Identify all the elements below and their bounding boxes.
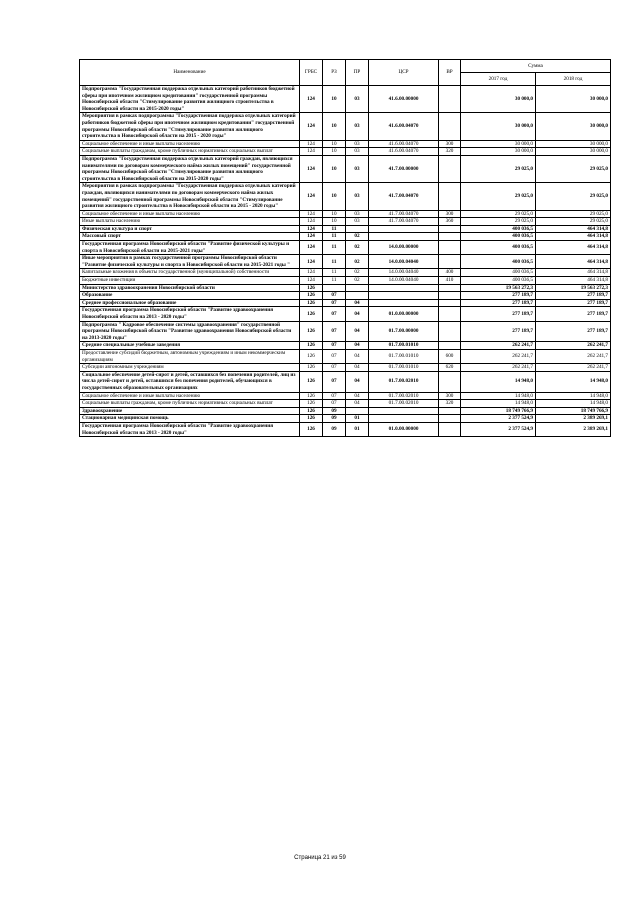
cell-pr: 04 xyxy=(346,299,369,307)
cell-s2018: 29 025,0 xyxy=(536,210,611,218)
cell-name: Иные мероприятия в рамках государственной программы Новосибирской области "Развитие физической культуры и спорта в Новосибирской области на 2015-2021 годы " xyxy=(80,255,300,269)
cell-grbs: 126 xyxy=(300,284,323,292)
cell-pr: 03 xyxy=(346,218,369,226)
col-header-csr: ЦСР xyxy=(369,60,439,86)
cell-pr: 02 xyxy=(346,277,369,285)
cell-csr: 01.0.00.00000 xyxy=(369,422,439,436)
cell-s2018: 18 749 766,9 xyxy=(536,407,611,415)
cell-rz: 09 xyxy=(323,407,346,415)
cell-name: Социальное обеспечение и иные выплаты населению xyxy=(80,140,300,148)
cell-grbs: 126 xyxy=(300,400,323,408)
table-row xyxy=(80,321,611,342)
cell-s2018: 262 241,7 xyxy=(536,364,611,372)
cell-pr: 02 xyxy=(346,255,369,269)
cell-pr: 02 xyxy=(346,241,369,255)
table-row xyxy=(80,241,611,255)
cell-s2017: 30 000,0 xyxy=(461,140,536,148)
cell-vr xyxy=(439,86,461,113)
cell-s2017: 277 189,7 xyxy=(461,292,536,300)
cell-pr: 04 xyxy=(346,400,369,408)
cell-rz: 07 xyxy=(323,364,346,372)
cell-rz: 10 xyxy=(323,140,346,148)
cell-s2017: 400 036,5 xyxy=(461,241,536,255)
cell-pr: 04 xyxy=(346,349,369,363)
table-row xyxy=(80,148,611,156)
cell-s2018: 464 314,8 xyxy=(536,241,611,255)
table-row xyxy=(80,140,611,148)
table-row xyxy=(80,415,611,423)
cell-s2017: 30 000,0 xyxy=(461,86,536,113)
cell-rz: 10 xyxy=(323,155,346,182)
cell-rz: 07 xyxy=(323,342,346,350)
cell-grbs: 124 xyxy=(300,183,323,210)
cell-s2017: 277 189,7 xyxy=(461,321,536,342)
cell-name: Государственная программа Новосибирской области "Развитие здравоохранения Новосибирской области на 2013 - 2020 годы" xyxy=(80,422,300,436)
col-header-2017: 2017 год xyxy=(461,73,536,86)
cell-s2018: 262 241,7 xyxy=(536,342,611,350)
table-row xyxy=(80,86,611,113)
cell-vr xyxy=(439,307,461,321)
page-number: Страница 21 из 59 xyxy=(294,855,346,861)
cell-vr xyxy=(439,284,461,292)
cell-s2017: 29 025,0 xyxy=(461,218,536,226)
cell-s2017: 14 948,0 xyxy=(461,371,536,392)
cell-s2017: 277 189,7 xyxy=(461,299,536,307)
cell-pr: 02 xyxy=(346,269,369,277)
cell-pr xyxy=(346,407,369,415)
cell-s2018: 30 000,0 xyxy=(536,86,611,113)
cell-vr xyxy=(439,183,461,210)
cell-rz: 10 xyxy=(323,113,346,140)
cell-rz: 07 xyxy=(323,292,346,300)
cell-csr: 01.7.00.02010 xyxy=(369,371,439,392)
cell-grbs: 126 xyxy=(300,349,323,363)
cell-name: Физическая культура и спорт xyxy=(80,225,300,233)
cell-csr: 14.0.00.00000 xyxy=(369,241,439,255)
cell-s2018: 14 948,0 xyxy=(536,400,611,408)
cell-grbs: 124 xyxy=(300,255,323,269)
cell-grbs: 126 xyxy=(300,299,323,307)
cell-vr: 620 xyxy=(439,364,461,372)
cell-grbs: 126 xyxy=(300,321,323,342)
cell-csr: 14.0.00.04040 xyxy=(369,255,439,269)
table-row xyxy=(80,284,611,292)
cell-name: Подпрограмма "Государственная поддержка отдельных категорий работников бюджетной сферы при ипотечном жилищном кредитовании" государственной программы Новосибирской области "Стимулирование развития жилищного строительства в Новосибирской области на 2015-2020 годы" xyxy=(80,86,300,113)
cell-csr: 41.6.00.00000 xyxy=(369,86,439,113)
cell-vr xyxy=(439,225,461,233)
cell-s2017: 19 563 272,3 xyxy=(461,284,536,292)
cell-rz: 10 xyxy=(323,218,346,226)
cell-pr: 03 xyxy=(346,210,369,218)
cell-pr: 03 xyxy=(346,140,369,148)
cell-s2018: 464 314,8 xyxy=(536,233,611,241)
table-row xyxy=(80,400,611,408)
cell-rz: 09 xyxy=(323,415,346,423)
cell-grbs: 124 xyxy=(300,86,323,113)
table-row xyxy=(80,155,611,182)
cell-csr: 14.0.00.04040 xyxy=(369,269,439,277)
cell-grbs: 124 xyxy=(300,233,323,241)
cell-s2018: 464 314,8 xyxy=(536,269,611,277)
cell-s2017: 400 036,5 xyxy=(461,255,536,269)
cell-pr: 03 xyxy=(346,148,369,156)
table-row xyxy=(80,210,611,218)
cell-grbs: 126 xyxy=(300,342,323,350)
cell-vr xyxy=(439,113,461,140)
cell-grbs: 124 xyxy=(300,113,323,140)
cell-grbs: 126 xyxy=(300,364,323,372)
cell-csr: 01.7.00.01010 xyxy=(369,364,439,372)
cell-csr xyxy=(369,233,439,241)
cell-vr xyxy=(439,233,461,241)
cell-csr: 01.7.00.02010 xyxy=(369,392,439,400)
table-row xyxy=(80,225,611,233)
cell-rz: 07 xyxy=(323,321,346,342)
cell-pr: 01 xyxy=(346,422,369,436)
cell-csr xyxy=(369,299,439,307)
cell-vr xyxy=(439,415,461,423)
cell-name: Капитальные вложения в объекты государственной (муниципальной) собственности xyxy=(80,269,300,277)
cell-name: Образование xyxy=(80,292,300,300)
cell-s2017: 262 241,7 xyxy=(461,342,536,350)
cell-vr xyxy=(439,155,461,182)
cell-s2018: 14 948,0 xyxy=(536,371,611,392)
col-header-name: Наименование xyxy=(80,60,300,86)
table-row xyxy=(80,218,611,226)
cell-vr: 600 xyxy=(439,349,461,363)
cell-name: Средние специальные учебные заведения xyxy=(80,342,300,350)
cell-name: Субсидии автономным учреждениям xyxy=(80,364,300,372)
cell-vr: 300 xyxy=(439,140,461,148)
cell-pr: 04 xyxy=(346,307,369,321)
cell-s2017: 400 036,5 xyxy=(461,277,536,285)
cell-s2017: 30 000,0 xyxy=(461,113,536,140)
cell-vr: 320 xyxy=(439,148,461,156)
table-row xyxy=(80,349,611,363)
cell-csr: 01.7.00.00000 xyxy=(369,321,439,342)
cell-vr xyxy=(439,241,461,255)
cell-name: Массовый спорт xyxy=(80,233,300,241)
col-header-2018: 2018 год xyxy=(536,73,611,86)
cell-name: Государственная программа Новосибирской области "Развитие физической культуры и спорта в Новосибирской области на 2015-2021 годы" xyxy=(80,241,300,255)
cell-vr: 300 xyxy=(439,210,461,218)
cell-pr: 04 xyxy=(346,342,369,350)
cell-s2017: 2 377 524,9 xyxy=(461,415,536,423)
cell-s2018: 14 948,0 xyxy=(536,392,611,400)
cell-name: Бюджетные инвестиции xyxy=(80,277,300,285)
cell-csr xyxy=(369,225,439,233)
cell-s2018: 30 000,0 xyxy=(536,148,611,156)
cell-pr xyxy=(346,292,369,300)
cell-csr: 14.0.00.04040 xyxy=(369,277,439,285)
cell-name: Мероприятия в рамках подпрограммы "Государственная поддержка отдельных категорий граждан, являющихся нанимателями по договорам коммерческого найма жилых помещений" государственной программы Новосибирской области "Стимулирование развития жилищного строительства в Новосибирской области на 2015 - 2020 годы" xyxy=(80,183,300,210)
cell-pr: 04 xyxy=(346,321,369,342)
cell-pr: 03 xyxy=(346,113,369,140)
cell-grbs: 124 xyxy=(300,277,323,285)
cell-rz: 07 xyxy=(323,349,346,363)
cell-s2017: 14 948,0 xyxy=(461,392,536,400)
cell-vr: 360 xyxy=(439,218,461,226)
cell-vr: 300 xyxy=(439,392,461,400)
cell-grbs: 124 xyxy=(300,241,323,255)
cell-vr xyxy=(439,292,461,300)
cell-vr xyxy=(439,321,461,342)
budget-table xyxy=(79,59,611,437)
cell-name: Здравоохранение xyxy=(80,407,300,415)
table-row xyxy=(80,255,611,269)
cell-s2018: 464 314,8 xyxy=(536,225,611,233)
cell-csr: 41.7.00.04070 xyxy=(369,183,439,210)
cell-grbs: 124 xyxy=(300,140,323,148)
cell-s2018: 30 000,0 xyxy=(536,113,611,140)
table-row xyxy=(80,342,611,350)
cell-name: Среднее профессиональное образование xyxy=(80,299,300,307)
cell-rz: 10 xyxy=(323,183,346,210)
cell-pr: 01 xyxy=(346,415,369,423)
cell-name: Социальные выплаты гражданам, кроме публичных нормативных социальных выплат xyxy=(80,400,300,408)
cell-vr xyxy=(439,371,461,392)
cell-vr xyxy=(439,342,461,350)
cell-rz: 11 xyxy=(323,255,346,269)
cell-s2018: 277 189,7 xyxy=(536,307,611,321)
table-row xyxy=(80,392,611,400)
cell-grbs: 124 xyxy=(300,148,323,156)
cell-s2018: 464 314,8 xyxy=(536,277,611,285)
cell-rz: 10 xyxy=(323,86,346,113)
col-header-pr: ПР xyxy=(346,60,369,86)
cell-s2017: 262 241,7 xyxy=(461,349,536,363)
cell-name: Социальное обеспечение и иные выплаты населению xyxy=(80,392,300,400)
cell-s2018: 29 025,0 xyxy=(536,218,611,226)
cell-rz: 11 xyxy=(323,241,346,255)
cell-name: Социальное обеспечение и иные выплаты населению xyxy=(80,210,300,218)
cell-rz: 11 xyxy=(323,225,346,233)
table-row xyxy=(80,269,611,277)
cell-s2018: 277 189,7 xyxy=(536,299,611,307)
cell-rz: 07 xyxy=(323,299,346,307)
table-row xyxy=(80,407,611,415)
cell-pr: 04 xyxy=(346,364,369,372)
cell-s2018: 29 025,0 xyxy=(536,155,611,182)
cell-name: Иные выплаты населению xyxy=(80,218,300,226)
cell-rz: 11 xyxy=(323,277,346,285)
cell-rz: 07 xyxy=(323,307,346,321)
cell-name: Подпрограмма " Кадровое обеспечение системы здравоохранения" государственной программы Новосибирской области "Развитие здравоохранения Новосибирской области на 2013-2020 годы" xyxy=(80,321,300,342)
table-body xyxy=(80,86,611,437)
table-row xyxy=(80,299,611,307)
cell-s2017: 29 025,0 xyxy=(461,183,536,210)
table-row xyxy=(80,183,611,210)
cell-grbs: 126 xyxy=(300,307,323,321)
cell-vr xyxy=(439,255,461,269)
cell-csr xyxy=(369,292,439,300)
cell-rz: 07 xyxy=(323,400,346,408)
cell-vr xyxy=(439,422,461,436)
col-header-rz: РЗ xyxy=(323,60,346,86)
cell-grbs: 124 xyxy=(300,210,323,218)
cell-name: Подпрограмма "Государственная поддержка отдельных категорий граждан, являющихся нанимателями по договорам коммерческого найма жилых помещений" государственной программы Новосибирской области "Стимулирование развития жилищного строительства в Новосибирской области на 2015-2020 годы" xyxy=(80,155,300,182)
col-header-vr: ВР xyxy=(439,60,461,86)
cell-name: Предоставление субсидий бюджетным, автономным учреждениям и иным некоммерческим организациям xyxy=(80,349,300,363)
table-row xyxy=(80,422,611,436)
cell-rz: 11 xyxy=(323,233,346,241)
cell-name: Социальные выплаты гражданам, кроме публичных нормативных социальных выплат xyxy=(80,148,300,156)
cell-s2017: 262 241,7 xyxy=(461,364,536,372)
table-row xyxy=(80,364,611,372)
cell-s2017: 2 377 524,9 xyxy=(461,422,536,436)
cell-csr xyxy=(369,415,439,423)
cell-rz: 11 xyxy=(323,269,346,277)
cell-pr: 03 xyxy=(346,86,369,113)
cell-csr: 01.7.00.02010 xyxy=(369,400,439,408)
cell-rz: 07 xyxy=(323,371,346,392)
cell-grbs: 126 xyxy=(300,371,323,392)
cell-grbs: 126 xyxy=(300,392,323,400)
col-header-grbs: ГРБС xyxy=(300,60,323,86)
col-header-sum: Сумма xyxy=(461,60,611,73)
cell-pr: 04 xyxy=(346,392,369,400)
cell-s2017: 277 189,7 xyxy=(461,307,536,321)
cell-vr: 410 xyxy=(439,277,461,285)
cell-name: Министерство здравоохранения Новосибирской области xyxy=(80,284,300,292)
cell-s2018: 29 025,0 xyxy=(536,183,611,210)
cell-grbs: 126 xyxy=(300,292,323,300)
cell-grbs: 126 xyxy=(300,422,323,436)
table-row xyxy=(80,292,611,300)
cell-s2018: 2 389 269,1 xyxy=(536,415,611,423)
cell-rz: 10 xyxy=(323,210,346,218)
cell-s2018: 30 000,0 xyxy=(536,140,611,148)
cell-rz xyxy=(323,284,346,292)
table-row xyxy=(80,277,611,285)
cell-grbs: 126 xyxy=(300,407,323,415)
cell-vr: 320 xyxy=(439,400,461,408)
cell-s2018: 277 189,7 xyxy=(536,292,611,300)
cell-rz: 07 xyxy=(323,392,346,400)
cell-rz: 09 xyxy=(323,422,346,436)
cell-pr: 04 xyxy=(346,371,369,392)
cell-s2018: 262 241,7 xyxy=(536,349,611,363)
cell-name: Мероприятия в рамках подпрограммы "Государственная поддержка отдельных категорий работников бюджетной сферы при ипотечном жилищном кредитовании" государственной программы Новосибирской области "Стимулирование развития жилищного строительства в Новосибирской области на 2015 - 2020 годы" xyxy=(80,113,300,140)
table-row xyxy=(80,307,611,321)
cell-csr: 41.6.00.04070 xyxy=(369,113,439,140)
cell-s2018: 277 189,7 xyxy=(536,321,611,342)
cell-csr: 41.7.00.00000 xyxy=(369,155,439,182)
cell-s2017: 29 025,0 xyxy=(461,155,536,182)
cell-s2018: 2 389 269,1 xyxy=(536,422,611,436)
cell-vr xyxy=(439,407,461,415)
cell-csr: 01.7.00.01010 xyxy=(369,349,439,363)
cell-s2017: 29 025,0 xyxy=(461,210,536,218)
cell-grbs: 124 xyxy=(300,218,323,226)
cell-grbs: 124 xyxy=(300,155,323,182)
cell-csr: 41.7.00.04070 xyxy=(369,210,439,218)
cell-csr xyxy=(369,407,439,415)
cell-csr: 41.6.00.04070 xyxy=(369,140,439,148)
cell-grbs: 124 xyxy=(300,225,323,233)
cell-csr xyxy=(369,284,439,292)
cell-pr xyxy=(346,284,369,292)
cell-pr: 03 xyxy=(346,155,369,182)
cell-pr xyxy=(346,225,369,233)
cell-vr xyxy=(439,299,461,307)
cell-csr: 01.7.00.01010 xyxy=(369,342,439,350)
cell-s2017: 400 036,5 xyxy=(461,269,536,277)
cell-s2017: 14 948,0 xyxy=(461,400,536,408)
cell-vr: 400 xyxy=(439,269,461,277)
cell-s2017: 400 036,5 xyxy=(461,233,536,241)
table-row xyxy=(80,233,611,241)
cell-rz: 10 xyxy=(323,148,346,156)
cell-name: Стационарная медицинская помощь xyxy=(80,415,300,423)
cell-s2018: 19 563 272,3 xyxy=(536,284,611,292)
cell-csr: 01.0.00.00000 xyxy=(369,307,439,321)
cell-csr: 41.7.00.04070 xyxy=(369,218,439,226)
cell-s2017: 18 749 766,9 xyxy=(461,407,536,415)
cell-s2017: 400 036,5 xyxy=(461,225,536,233)
cell-grbs: 126 xyxy=(300,415,323,423)
cell-pr: 03 xyxy=(346,183,369,210)
cell-s2017: 30 000,0 xyxy=(461,148,536,156)
cell-name: Государственная программа Новосибирской области "Развитие здравоохранения Новосибирской области на 2013 - 2020 годы" xyxy=(80,307,300,321)
table-row xyxy=(80,371,611,392)
cell-name: Социальное обеспечение детей-сирот и детей, оставшихся без попечения родителей, лиц из числа детей-сирот и детей, оставшихся без попечения родителей, обучающихся в государственных образовательных организациях xyxy=(80,371,300,392)
cell-csr: 41.6.00.04070 xyxy=(369,148,439,156)
table-row xyxy=(80,113,611,140)
cell-grbs: 124 xyxy=(300,269,323,277)
cell-pr: 02 xyxy=(346,233,369,241)
cell-s2018: 464 314,8 xyxy=(536,255,611,269)
